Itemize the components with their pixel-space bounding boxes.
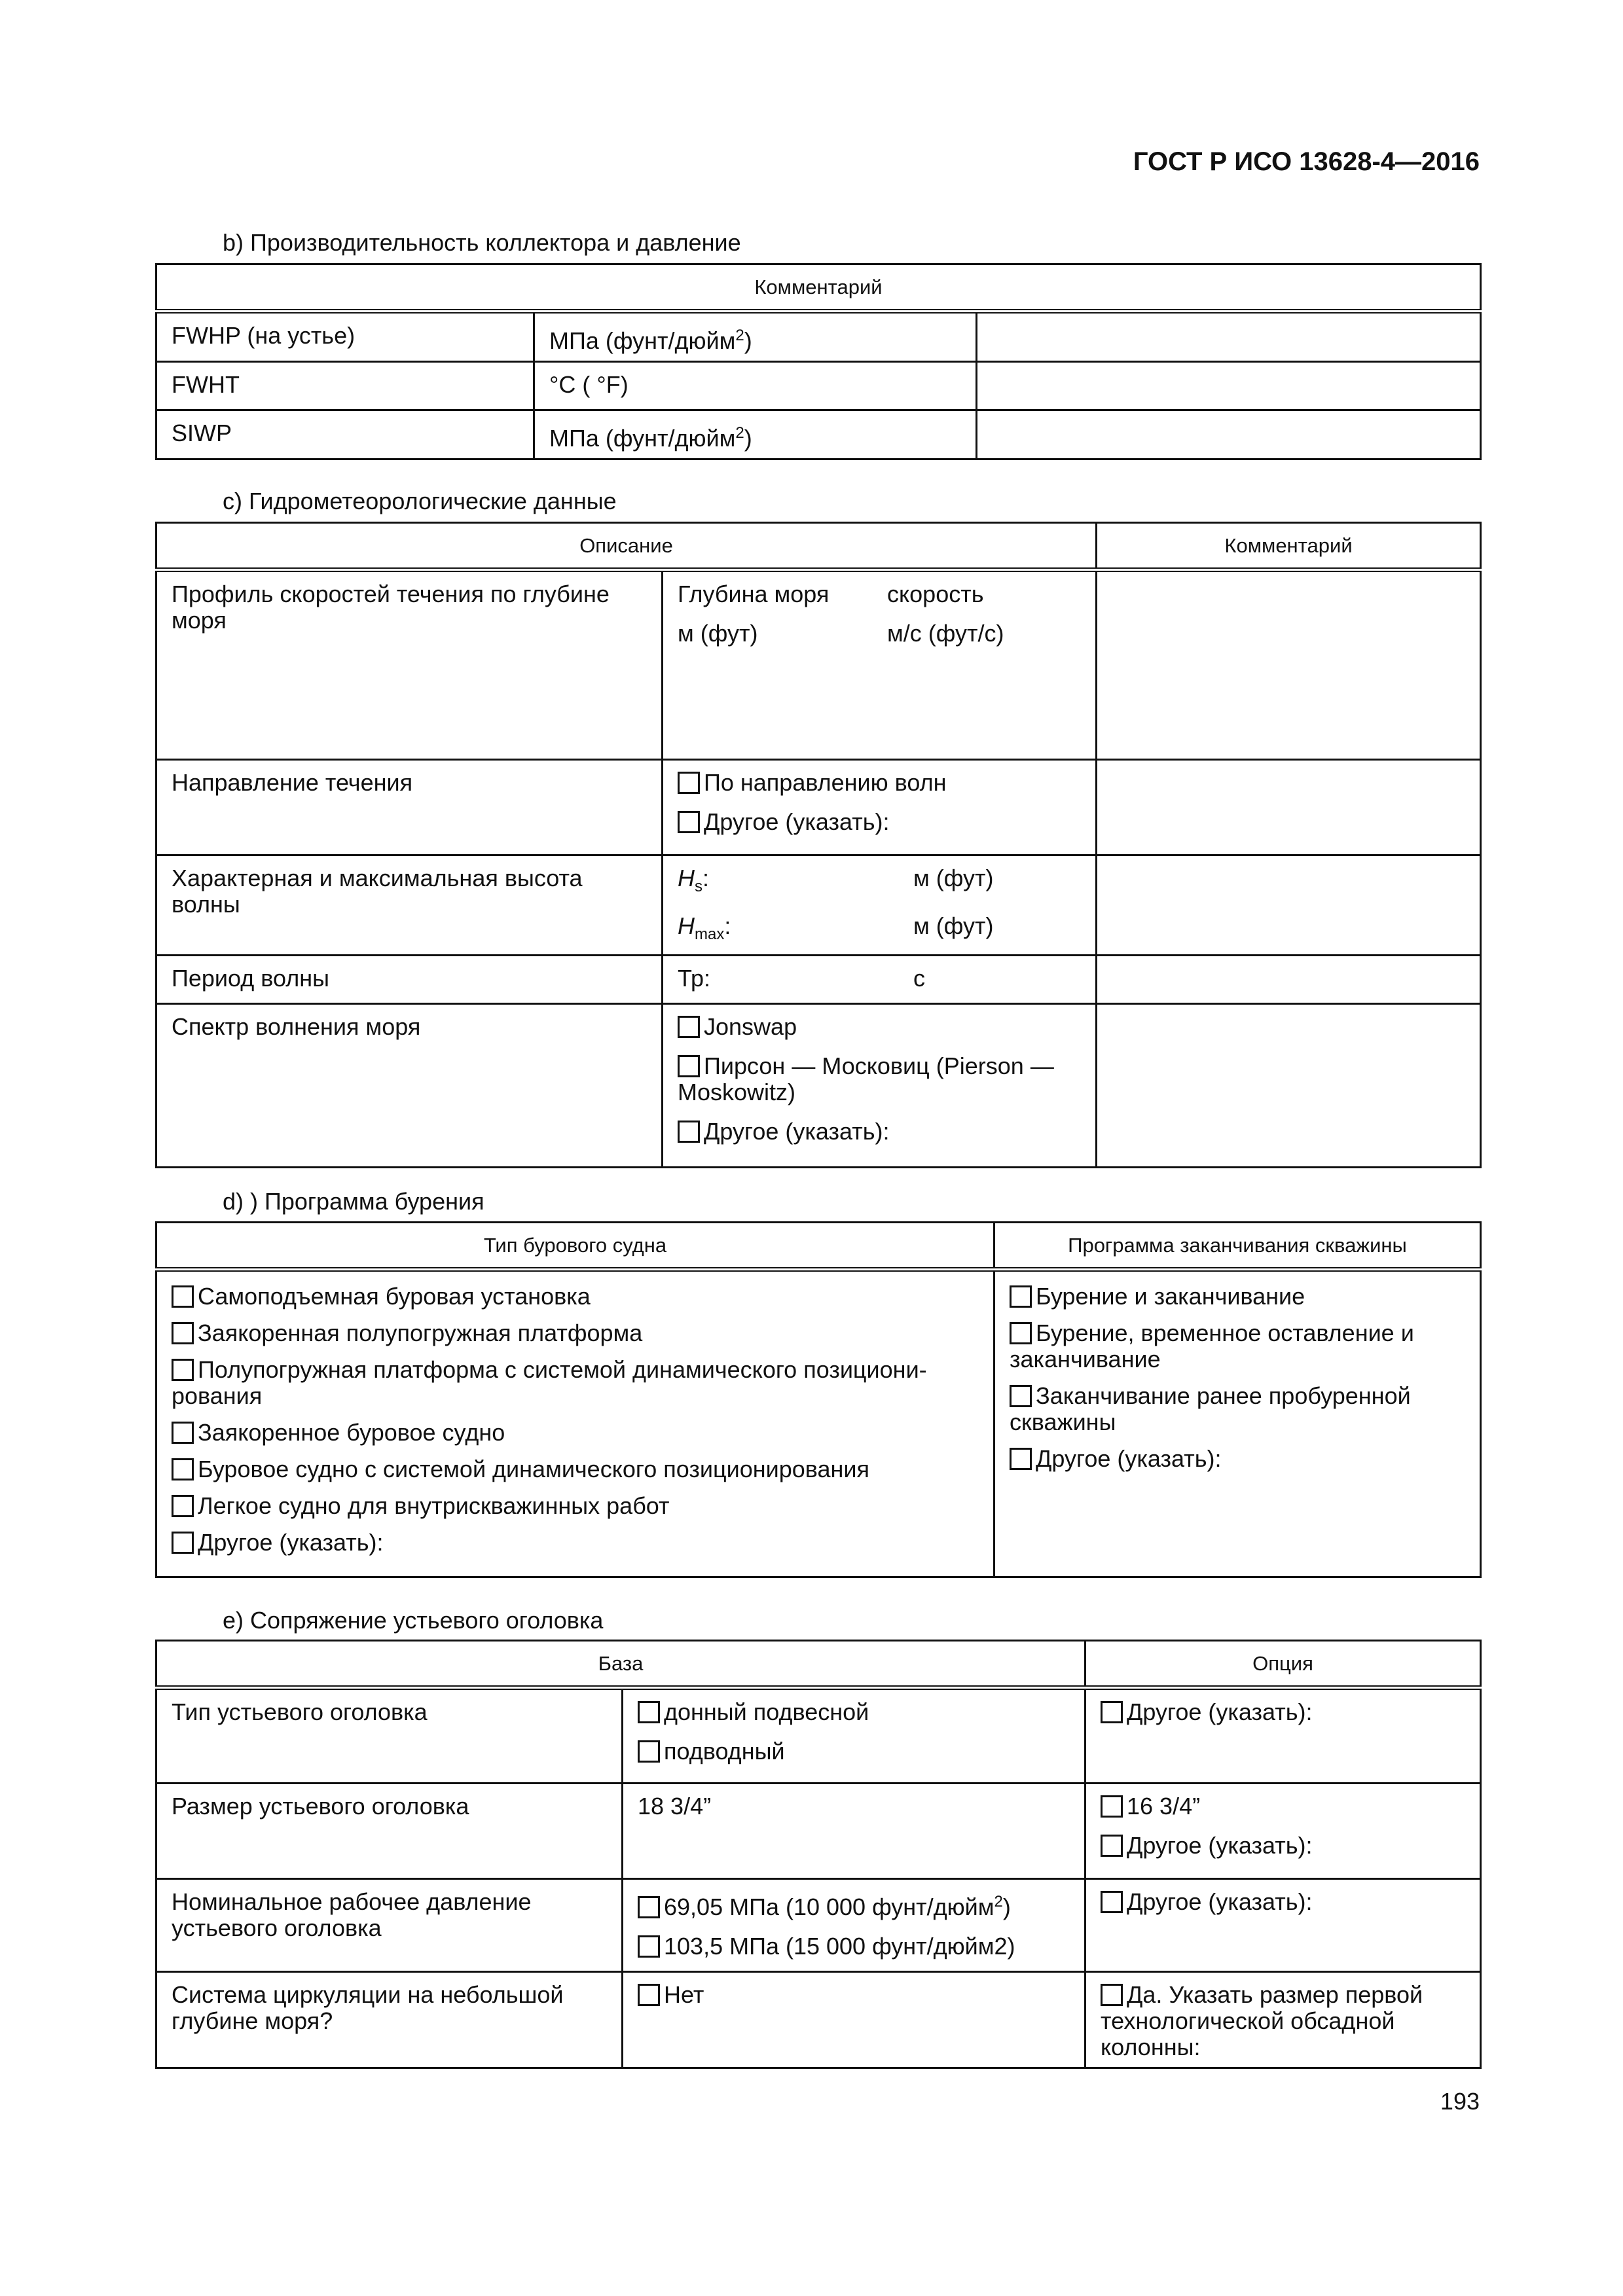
speed-unit: м/с (фут/с) xyxy=(887,620,1004,647)
checkbox[interactable] xyxy=(678,811,700,833)
checkbox[interactable] xyxy=(638,1701,660,1723)
checkbox[interactable] xyxy=(1101,1701,1123,1723)
checkbox[interactable] xyxy=(678,1121,700,1143)
table-row xyxy=(156,570,1481,760)
wave-period-cell: Тр: с xyxy=(663,956,1097,1004)
table-row xyxy=(156,1004,1481,1168)
drilling-program-table xyxy=(155,1221,1482,1578)
section-d-title: d) ) Программа бурения xyxy=(223,1188,484,1215)
wave-spectrum-label: Спектр волнения моря xyxy=(156,1004,663,1168)
depth-unit: м (фут) xyxy=(678,620,758,647)
wave-height-label: Характерная и максимальная высота волны xyxy=(156,855,663,956)
comment-cell[interactable] xyxy=(1097,956,1481,1004)
working-pressure-label: Номинальное рабочее давление устьевого оголовка xyxy=(156,1879,623,1972)
section-c-title: с) Гидрометеорологические данные xyxy=(223,488,617,514)
checkbox[interactable] xyxy=(638,1935,660,1958)
speed-label: скорость xyxy=(887,581,984,607)
comment-cell[interactable] xyxy=(977,410,1481,459)
circulation-system-base: Нет xyxy=(623,1972,1085,2068)
param-cell: SIWP xyxy=(156,410,534,459)
rig-type-header: Тип бурового судна xyxy=(156,1223,994,1270)
wellhead-interface-table xyxy=(155,1640,1482,2069)
current-profile-label: Профиль скоростей течения по глубине моря xyxy=(156,570,663,760)
circulation-system-label: Система циркуляции на небольшой глубине моря? xyxy=(156,1972,623,2068)
comment-header: Комментарий xyxy=(1097,523,1481,570)
circulation-system-option: Да. Указать размер первой технологической обсадной колонны: xyxy=(1085,1972,1481,2068)
table-row xyxy=(156,312,1481,362)
rig-type-options: Самоподъемная буровая установка Заякоренная полупогружная платформа Полупогружная платформа с системой динамического позициони-рования Заякоренное буровое судно Буровое судно с системой динамического позиционирования Легкое судно для внутрискважинных работ Другое (указать): xyxy=(156,1270,994,1577)
checkbox[interactable] xyxy=(1010,1385,1032,1407)
table-row xyxy=(156,410,1481,459)
unit-cell: МПа (фунт/дюйм$^2$) xyxy=(534,312,977,362)
checkbox[interactable] xyxy=(172,1285,194,1308)
section-e-title: е) Сопряжение устьевого оголовка xyxy=(223,1607,604,1634)
comment-cell[interactable] xyxy=(1097,570,1481,760)
section-b-title: b) Производительность коллектора и давление xyxy=(223,229,741,256)
checkbox[interactable] xyxy=(172,1322,194,1344)
table-row xyxy=(156,1972,1481,2068)
checkbox[interactable] xyxy=(172,1359,194,1381)
checkbox[interactable] xyxy=(638,1896,660,1918)
hydromet-table xyxy=(155,522,1482,1168)
checkbox[interactable] xyxy=(172,1495,194,1517)
table-row xyxy=(156,855,1481,956)
working-pressure-base: 69,05 МПа (10 000 фунт/дюйм$^2$) 103,5 МПа (15 000 фунт/дюйм2) xyxy=(623,1879,1085,1972)
depth-label: Глубина моря xyxy=(678,581,830,607)
completion-program-options: Бурение и заканчивание Бурение, временное оставление и заканчивание Заканчивание ранее пробуренной скважины Другое (указать): xyxy=(994,1270,1481,1577)
checkbox[interactable] xyxy=(1010,1285,1032,1308)
document-code: ГОСТ Р ИСО 13628-4—2016 xyxy=(1133,147,1480,176)
param-cell: FWHT xyxy=(156,362,534,410)
page-number: 193 xyxy=(1440,2088,1480,2115)
table-row xyxy=(156,1784,1481,1879)
wellhead-size-option: 16 3/4” Другое (указать): xyxy=(1085,1784,1481,1879)
table-row xyxy=(156,760,1481,855)
table-row xyxy=(156,1879,1481,1972)
completion-program-header: Программа заканчивания скважины xyxy=(994,1223,1481,1270)
wave-spectrum-cell: Jonswap Пирсон — Московиц (Pierson — Moskowitz) Другое (указать): xyxy=(663,1004,1097,1168)
current-direction-cell: По направлению волн Другое (указать): xyxy=(663,760,1097,855)
current-profile-cell xyxy=(663,570,1097,760)
base-header: База xyxy=(156,1641,1085,1688)
checkbox[interactable] xyxy=(1010,1322,1032,1344)
current-direction-label: Направление течения xyxy=(156,760,663,855)
checkbox[interactable] xyxy=(1101,1835,1123,1857)
checkbox[interactable] xyxy=(638,1984,660,2006)
comment-cell[interactable] xyxy=(977,312,1481,362)
wellhead-size-base: 18 3/4” xyxy=(623,1784,1085,1879)
option-header: Опция xyxy=(1085,1641,1481,1688)
description-header: Описание xyxy=(156,523,1097,570)
checkbox[interactable] xyxy=(172,1458,194,1480)
table-row xyxy=(156,362,1481,410)
unit-cell: °С ( °F) xyxy=(534,362,977,410)
checkbox[interactable] xyxy=(678,772,700,794)
checkbox[interactable] xyxy=(638,1740,660,1763)
table-row xyxy=(156,1270,1481,1577)
checkbox[interactable] xyxy=(172,1532,194,1554)
checkbox[interactable] xyxy=(1010,1448,1032,1470)
working-pressure-option: Другое (указать): xyxy=(1085,1879,1481,1972)
comment-header: Комментарий xyxy=(156,264,1481,312)
production-table xyxy=(155,263,1482,460)
wave-height-cell: $H_s$: м (фут) $H_{max}$: м (фут) xyxy=(663,855,1097,956)
wave-period-label: Период волны xyxy=(156,956,663,1004)
checkbox[interactable] xyxy=(1101,1891,1123,1913)
comment-cell[interactable] xyxy=(1097,1004,1481,1168)
wellhead-type-base: донный подвесной подводный xyxy=(623,1688,1085,1784)
checkbox[interactable] xyxy=(678,1055,700,1077)
wellhead-type-label: Тип устьевого оголовка xyxy=(156,1688,623,1784)
table-row xyxy=(156,1688,1481,1784)
checkbox[interactable] xyxy=(1101,1795,1123,1818)
param-cell: FWHP (на устье) xyxy=(156,312,534,362)
checkbox[interactable] xyxy=(172,1422,194,1444)
comment-cell[interactable] xyxy=(1097,760,1481,855)
checkbox[interactable] xyxy=(1101,1984,1123,2006)
wellhead-type-option: Другое (указать): xyxy=(1085,1688,1481,1784)
comment-cell[interactable] xyxy=(977,362,1481,410)
wellhead-size-label: Размер устьевого оголовка xyxy=(156,1784,623,1879)
comment-cell[interactable] xyxy=(1097,855,1481,956)
table-row xyxy=(156,956,1481,1004)
unit-cell: МПа (фунт/дюйм$^2$) xyxy=(534,410,977,459)
checkbox[interactable] xyxy=(678,1016,700,1038)
